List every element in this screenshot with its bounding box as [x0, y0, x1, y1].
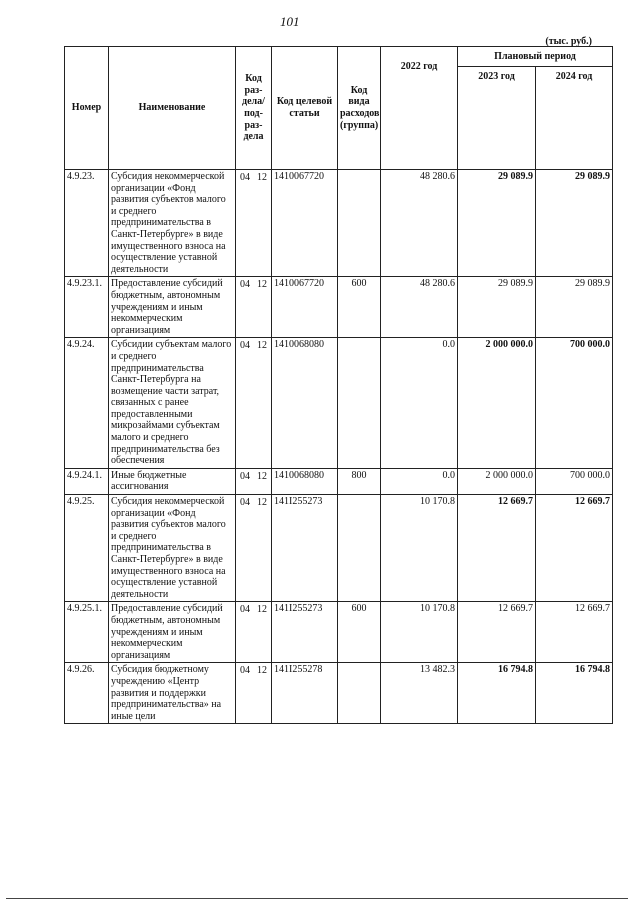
row-number: 4.9.23.1.	[65, 277, 109, 338]
row-value-2022: 10 170.8	[381, 495, 458, 602]
row-section: 04	[240, 497, 250, 509]
row-section: 04	[240, 279, 250, 291]
row-value-2024: 700 000.0	[536, 338, 613, 469]
header-2024: 2024 год	[536, 67, 613, 170]
units-label: (тыс. руб.)	[545, 36, 592, 47]
row-value-2023: 16 794.8	[458, 663, 536, 724]
row-value-2024: 16 794.8	[536, 663, 613, 724]
row-section-code	[236, 663, 272, 724]
row-section: 04	[240, 604, 250, 616]
row-value-2022: 10 170.8	[381, 602, 458, 663]
row-value-2024: 29 089.9	[536, 277, 613, 338]
table-row	[65, 602, 613, 663]
row-name: Предоставление субсидий бюджетным, автономным учреждениям и иным некоммерческим организациям	[109, 602, 236, 663]
row-section: 04	[240, 470, 250, 482]
header-planned-period: Плановый период	[458, 47, 613, 67]
row-expense-code: 800	[338, 468, 381, 494]
row-name: Субсидии субъектам малого и среднего предпринимательства Санкт-Петербурга на возмещение части затрат, связанных с ранее предоставленными микрозаймами субъектам малого и среднего предпринимательства без обеспечения	[109, 338, 236, 469]
row-subsection: 12	[257, 497, 267, 509]
budget-table	[64, 46, 613, 724]
row-value-2022: 0.0	[381, 338, 458, 469]
row-name: Субсидия некоммерческой организации «Фонд развития субъектов малого и среднего предпринимательства в Санкт-Петербурге» в виде имущественного взноса на осуществление уставной деятельности	[109, 170, 236, 277]
row-number: 4.9.25.1.	[65, 602, 109, 663]
row-subsection: 12	[257, 470, 267, 482]
row-section-code	[236, 338, 272, 469]
table-row	[65, 468, 613, 494]
row-section: 04	[240, 172, 250, 183]
row-name: Иные бюджетные ассигнования	[109, 468, 236, 494]
table-body	[65, 170, 613, 724]
row-value-2022: 0.0	[381, 468, 458, 494]
row-expense-code	[338, 338, 381, 469]
row-target-code: 1410067720	[272, 170, 338, 277]
row-name: Субсидия бюджетному учреждению «Центр развития и поддержки предпринимательства» на иные цели	[109, 663, 236, 724]
row-target-code: 1410068080	[272, 468, 338, 494]
row-number: 4.9.24.	[65, 338, 109, 469]
header-number: Номер	[65, 47, 109, 170]
header-target-code: Код целевой статьи	[272, 47, 338, 170]
row-target-code: 141I255273	[272, 602, 338, 663]
row-expense-code	[338, 495, 381, 602]
row-value-2022: 48 280.6	[381, 277, 458, 338]
row-subsection: 12	[257, 604, 267, 616]
row-subsection: 12	[257, 279, 267, 291]
row-number: 4.9.23.	[65, 170, 109, 277]
row-value-2023: 2 000 000.0	[458, 468, 536, 494]
row-section-code	[236, 277, 272, 338]
row-value-2023: 29 089.9	[458, 170, 536, 277]
row-value-2024: 12 669.7	[536, 495, 613, 602]
footer-rule	[6, 898, 628, 899]
row-value-2023: 12 669.7	[458, 495, 536, 602]
table-row	[65, 663, 613, 724]
row-target-code: 141I255278	[272, 663, 338, 724]
row-section: 04	[240, 665, 250, 677]
row-expense-code	[338, 663, 381, 724]
table-row	[65, 170, 613, 277]
row-subsection: 12	[257, 172, 267, 183]
row-value-2024: 700 000.0	[536, 468, 613, 494]
row-name: Предоставление субсидий бюджетным, автономным учреждениям и иным некоммерческим организациям	[109, 277, 236, 338]
row-section-code	[236, 602, 272, 663]
header-expense-code: Код вида расходов (группа)	[338, 47, 381, 170]
table-row	[65, 277, 613, 338]
row-section-code	[236, 170, 272, 277]
row-number: 4.9.24.1.	[65, 468, 109, 494]
row-section-code	[236, 468, 272, 494]
row-expense-code: 600	[338, 277, 381, 338]
row-name: Субсидия некоммерческой организации «Фонд развития субъектов малого и среднего предпринимательства в Санкт-Петербурге» в виде имущественного взноса на осуществление уставной деятельности	[109, 495, 236, 602]
row-section: 04	[240, 340, 250, 352]
row-value-2023: 29 089.9	[458, 277, 536, 338]
header-2023: 2023 год	[458, 67, 536, 170]
row-target-code: 1410068080	[272, 338, 338, 469]
row-value-2022: 13 482.3	[381, 663, 458, 724]
row-number: 4.9.25.	[65, 495, 109, 602]
row-value-2022: 48 280.6	[381, 170, 458, 277]
row-number: 4.9.26.	[65, 663, 109, 724]
row-target-code: 1410067720	[272, 277, 338, 338]
row-value-2023: 12 669.7	[458, 602, 536, 663]
row-target-code: 141I255273	[272, 495, 338, 602]
row-value-2023: 2 000 000.0	[458, 338, 536, 469]
header-name: Наименование	[109, 47, 236, 170]
header-2022: 2022 год	[381, 47, 458, 170]
table-row	[65, 495, 613, 602]
row-subsection: 12	[257, 665, 267, 677]
table-row	[65, 338, 613, 469]
row-value-2024: 29 089.9	[536, 170, 613, 277]
row-value-2024: 12 669.7	[536, 602, 613, 663]
page-number: 101	[280, 14, 300, 29]
row-expense-code: 600	[338, 602, 381, 663]
row-expense-code	[338, 170, 381, 277]
row-subsection: 12	[257, 340, 267, 352]
header-section-code: Код раз- дела/ под- раз- дела	[236, 47, 272, 170]
row-section-code	[236, 495, 272, 602]
